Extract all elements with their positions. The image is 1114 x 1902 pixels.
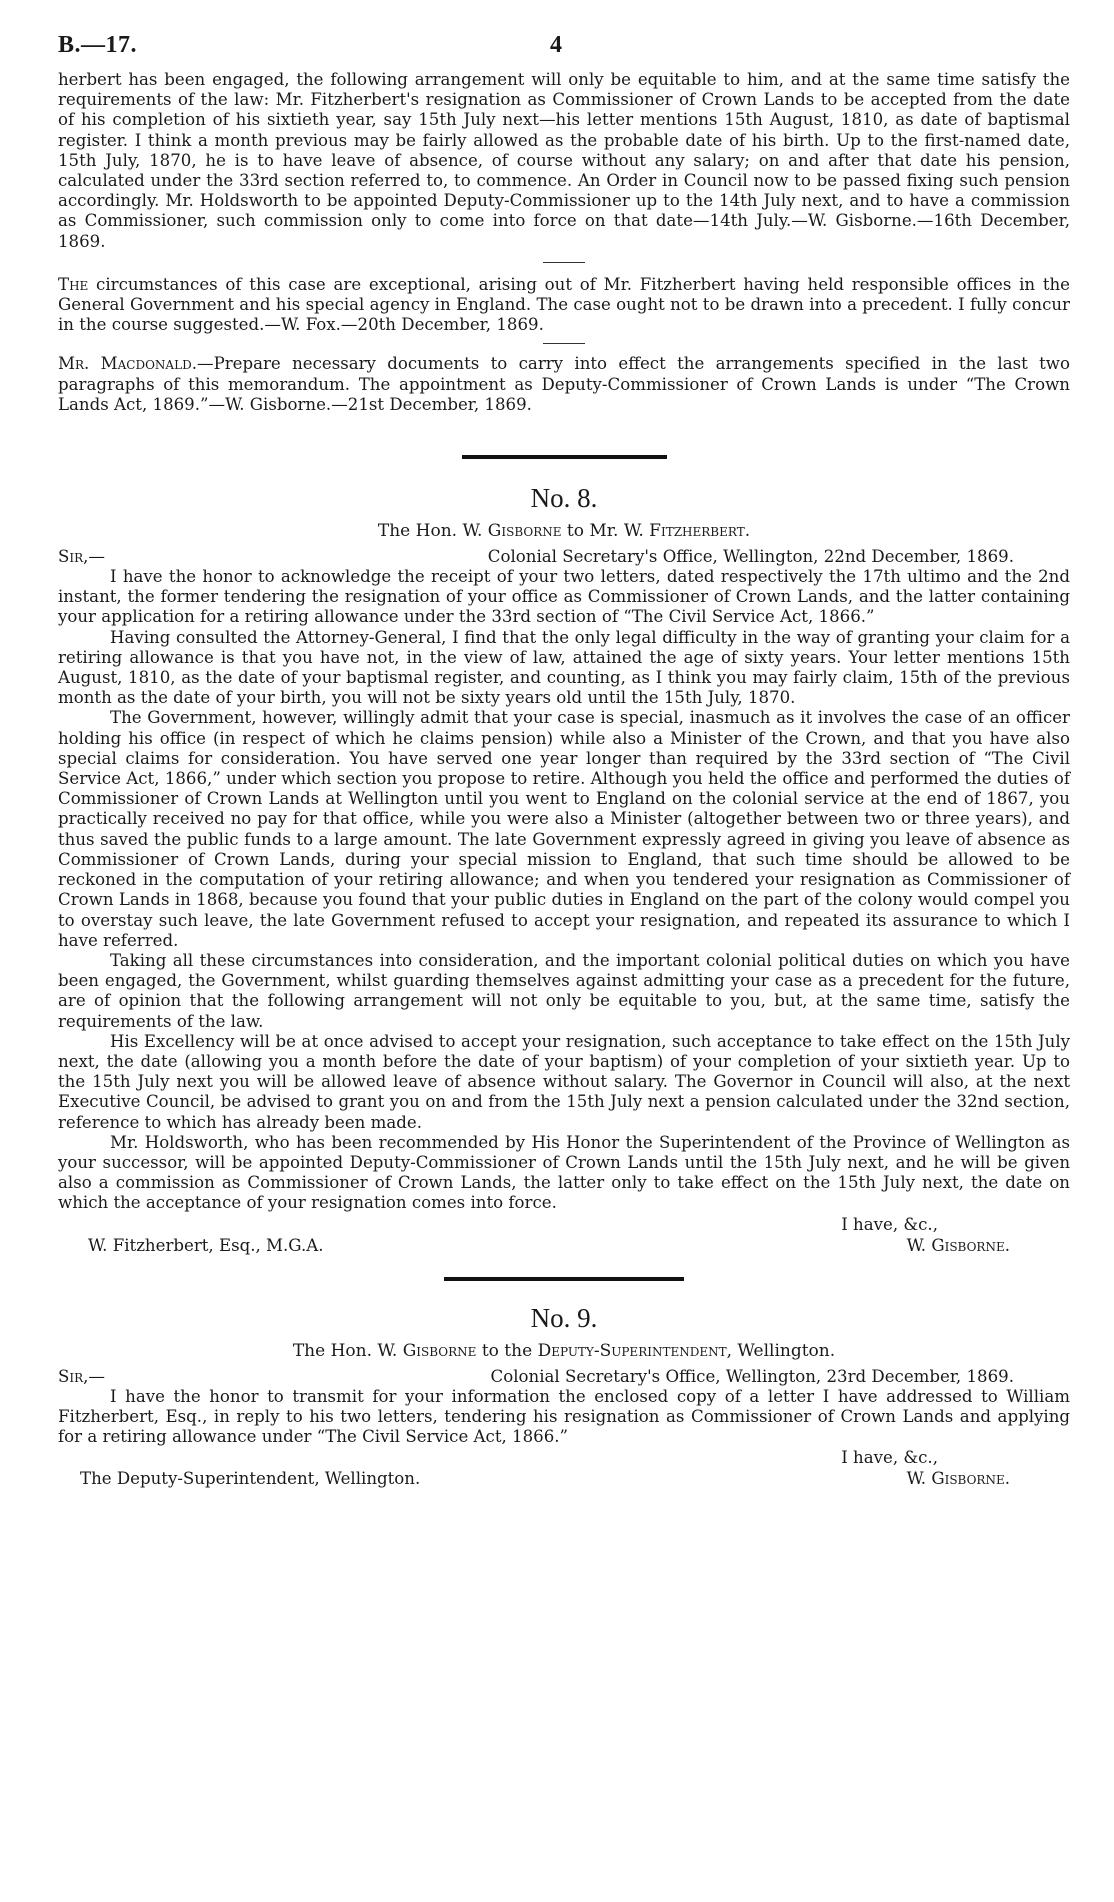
- letter-8-paragraph: I have the honor to acknowledge the receipt of your two letters, dated respectively the 17th ultimo and the 2nd instant, the former tendering the resignation of your office as Commissioner of Crown Lands, and the latter containing your application for a retiring allowance under the 33rd section of “The Civil Service Act, 1866.”: [58, 567, 1070, 627]
- letter-8-heading-mid: to Mr. W.: [561, 521, 650, 542]
- letter-9-heading-to: Deputy-Superintendent: [537, 1340, 727, 1361]
- letter-8-heading: [58, 521, 1070, 542]
- letter-9-paragraph: I have the honor to transmit for your information the enclosed copy of a letter I have addressed to William Fitzherbert, Esq., in reply to his two letters, tendering his resignation as Commissioner of Crown Lands and applying for a retiring allowance under “The Civil Service Act, 1866.”: [58, 1386, 1070, 1446]
- letter-8-dateline: Colonial Secretary's Office, Wellington, 22nd December, 1869.: [487, 547, 1014, 567]
- letter-8-heading-prefix: The Hon. W.: [377, 521, 488, 542]
- section-divider: [543, 262, 585, 263]
- letter-8-salutation: Sir,—: [58, 547, 106, 567]
- letter-9-addressee: The Deputy-Superintendent, Wellington.: [80, 1469, 421, 1489]
- running-head: [58, 32, 1070, 70]
- macdonald-minute-lead: Mr. Macdonald.: [58, 354, 197, 374]
- letter-9-signature: W. Gisborne.: [906, 1469, 1010, 1489]
- letter-8-signature: W. Gisborne.: [906, 1235, 1010, 1255]
- letter-9-heading: [58, 1341, 1070, 1362]
- letter-8-paragraph: The Government, however, willingly admit that your case is special, inasmuch as it involves the case of an officer holding his office (in respect of which he claims pension) while also a Minister of the Crown, and that you have also special claims for consideration. You have served one year longer than required by the 33rd section of “The Civil Service Act, 1866,” under which section you propose to retire. Although you held the office and performed the duties of Commissioner of Crown Lands at Wellington until you went to England on the colonial service at the end of 1867, you practically received no pay for that office, while you were also a Minister (altogether between two or three years), and thus saved the public funds to a large amount. The late Government expressly agreed in giving you leave of absence as Commissioner of Crown Lands, during your special mission to England, that such time should be allowed to be reckoned in the computation of your retiring allowance; and when you tendered your resignation as Commissioner of Crown Lands in 1868, because you found that your public duties in England on the part of the colony would compel you to overstay such leave, the late Government refused to accept your resignation, and repeated its assurance to which I have referred.: [58, 708, 1070, 950]
- letter-number-8: No. 8.: [530, 483, 598, 514]
- letter-8-paragraph: Mr. Holdsworth, who has been recommended by His Honor the Superintendent of the Province of Wellington as your successor, will be appointed Deputy-Commissioner of Crown Lands until the 15th July next, and he will be given also a commission as Commissioner of Crown Lands, the latter only to take effect on the 15th July next, the date on which the acceptance of your resignation comes into force.: [58, 1132, 1070, 1213]
- letter-8-addressee: W. Fitzherbert, Esq., M.G.A.: [88, 1235, 324, 1255]
- letter-9-salutation: Sir,—: [58, 1366, 106, 1386]
- letter-9-body: [58, 1387, 1070, 1448]
- letter-number-9: No. 9.: [530, 1302, 598, 1333]
- page-number: 4: [550, 32, 562, 58]
- intro-paragraph: herbert has been engaged, the following arrangement will only be equitable to him, and at the same time satisfy the requirements of the law: Mr. Fitzherbert's resignation as Commissioner of Crown Lands to be accepted from the date of his completion of his sixtieth year, say 15th July next—his letter mentions 15th August, 1810, as date of baptismal register. I think a month previous may be fairly allowed as the probable date of his birth. Up to the first-named date, 15th July, 1870, he is to have leave of absence, of course without any salary; on and after that date his pension, calculated under the 33rd section referred to, to commence. An Order in Council now to be passed fixing such pension accordingly. Mr. Holdsworth to be appointed Deputy-Commissioner up to the 14th July next, and to have a commission as Commissioner, such commission only to come into force on that date—14th July.—W. Gisborne.—16th December, 1869.: [58, 70, 1070, 251]
- heavy-divider: [444, 1277, 684, 1281]
- fox-minute-text: circumstances of this case are exceptional, arising out of Mr. Fitzherbert having held responsible offices in the General Government and his special agency in England. The case ought not to be drawn into a precedent. I fully concur in the course suggested.—W. Fox.—20th December, 1869.: [58, 274, 1070, 335]
- document-reference: B.—17.: [58, 32, 138, 58]
- letter-9-signature-row: [58, 1468, 1070, 1490]
- letter-9-heading-from: Gisborne: [402, 1340, 477, 1361]
- letter-9-heading-mid: to the: [476, 1340, 538, 1361]
- letter-8-closing-row: [58, 1214, 1070, 1235]
- letter-8-heading-from: Gisborne: [487, 521, 562, 542]
- letter-8-signature-row: [58, 1235, 1070, 1257]
- fox-minute-paragraph: [58, 275, 1070, 336]
- letter-8-paragraph: His Excellency will be at once advised to accept your resignation, such acceptance to take effect on the 15th July next, the date (allowing you a month before the date of your baptism) of your completion of your sixtieth year. Up to the 15th July next you will be allowed leave of absence without salary. The Governor in Council will also, at the next Executive Council, be advised to grant you on and from the 15th July next a pension calculated under the 32nd section, reference to which has already been made.: [58, 1031, 1070, 1132]
- fox-minute: [58, 275, 1070, 336]
- letter-9-closing-row: [58, 1447, 1070, 1468]
- letter-8-paragraph: Having consulted the Attorney-General, I find that the only legal difficulty in the way of granting your claim for a retiring allowance is that you have not, in the view of law, attained the age of sixty years. Your letter mentions 15th August, 1810, as the date of your baptismal register, and counting, as I think you may fairly claim, 15th of the previous month as the date of your birth, you will not be sixty years old until the 15th July, 1870.: [58, 627, 1070, 708]
- letter-9-heading-prefix: The Hon. W.: [292, 1340, 403, 1361]
- macdonald-minute-text: —Prepare necessary documents to carry into effect the arrangements specified in the last two paragraphs of this memorandum. The appointment as Deputy-Commissioner of Crown Lands is under “The Crown Lands Act, 1869.”—W. Gisborne.—21st December, 1869.: [58, 354, 1070, 414]
- letter-9-salutation-row: [58, 1366, 1070, 1387]
- letter-8-salutation-row: [58, 546, 1070, 567]
- letter-8-body: [58, 567, 1070, 1214]
- intro-section: [58, 70, 1070, 252]
- letter-9-closing: I have, &c.,: [841, 1448, 938, 1468]
- section-divider: [543, 343, 585, 344]
- heavy-divider: [462, 455, 667, 459]
- letter-9-heading-suffix: , Wellington.: [726, 1340, 836, 1361]
- letter-8-heading-to: Fitzherbert.: [649, 521, 751, 542]
- macdonald-minute-paragraph: [58, 354, 1070, 415]
- letter-8-paragraph: Taking all these circumstances into consideration, and the important colonial political duties on which you have been engaged, the Government, whilst guarding themselves against admitting your case as a precedent for the future, are of opinion that the following arrangement will not only be equitable to you, but, at the same time, satisfy the requirements of the law.: [58, 950, 1070, 1031]
- macdonald-minute: [58, 354, 1070, 415]
- letter-8-closing: I have, &c.,: [841, 1214, 938, 1234]
- letter-9-dateline: Colonial Secretary's Office, Wellington, 23rd December, 1869.: [490, 1366, 1014, 1386]
- fox-minute-lead: The: [58, 274, 89, 294]
